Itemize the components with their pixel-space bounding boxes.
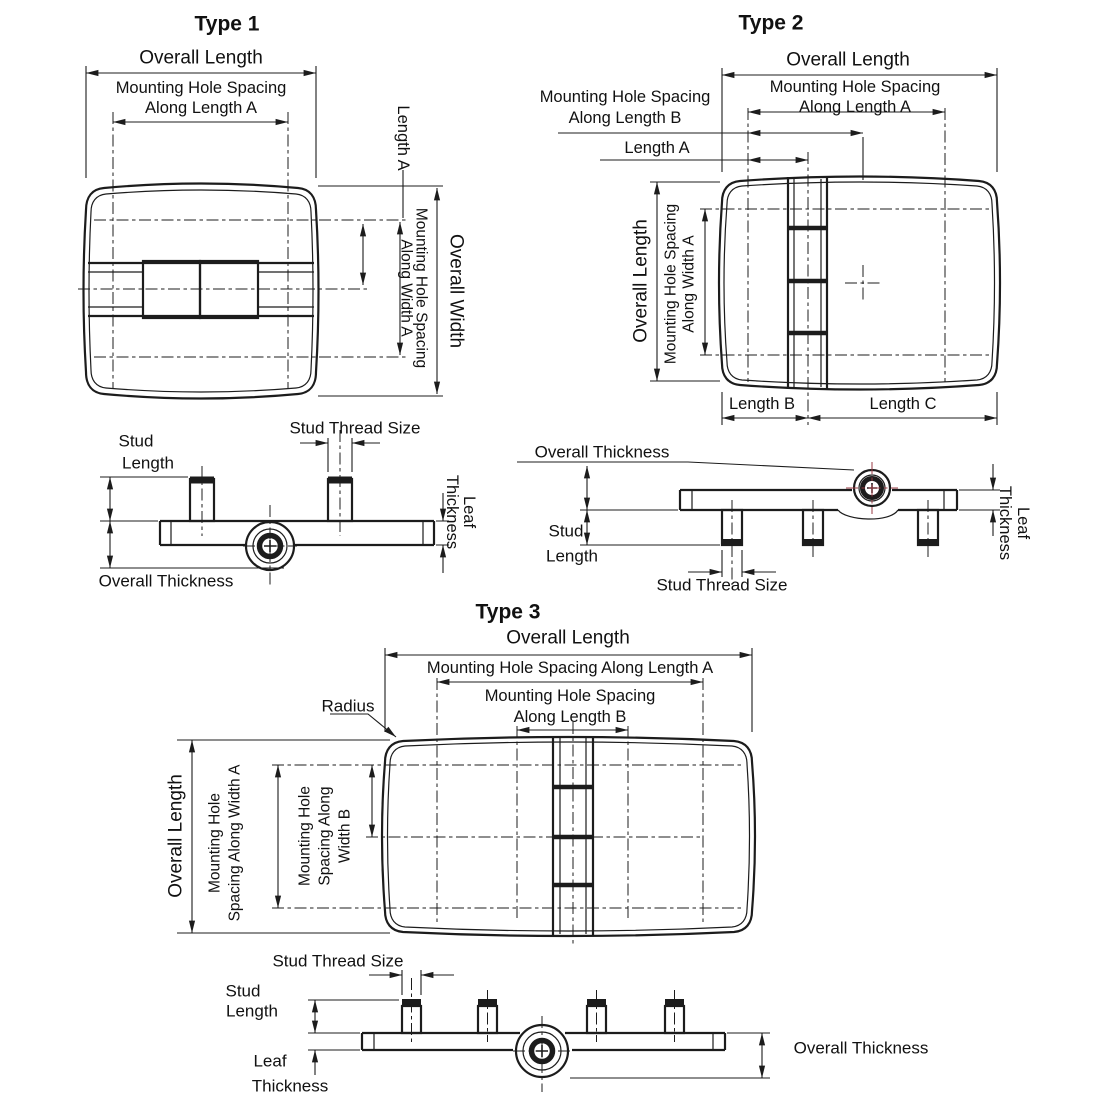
- type3-overall-length-vertical-label: Overall Length: [165, 774, 187, 898]
- type2-leaf-thickness-label-line1: Leaf: [1014, 506, 1032, 540]
- type2-centerlines: [700, 108, 990, 425]
- type2-title: Type 2: [738, 11, 804, 35]
- type2-mhs-length-a-label-line1: Mounting Hole Spacing: [769, 78, 941, 96]
- type2-mhs-width-a-label-line2: Along Width A: [680, 235, 698, 333]
- type2-stud-thread-size-label: Stud Thread Size: [656, 575, 788, 595]
- type2-mhs-length-b-label-line2: Along Length B: [568, 109, 682, 127]
- type1-mhs-length-a-label-line2: Along Length A: [145, 99, 257, 117]
- type3-mhs-width-a-label-line2: Spacing Along Width A: [226, 764, 244, 922]
- type2-leaf-thickness-label-line2: Thickness: [996, 485, 1014, 561]
- type3-stud-length-label-line1: Stud: [225, 981, 261, 1001]
- type2-overall-length-label: Overall Length: [786, 49, 910, 71]
- type1-hinge-side-view: [160, 430, 434, 588]
- type3-leaf-thickness-label-line2: Thickness: [251, 1076, 329, 1096]
- type3-stud-thread-size-label: Stud Thread Size: [272, 951, 404, 971]
- type2-length-c-label: Length C: [869, 395, 937, 413]
- type3-mhs-width-b-label-line1: Mounting Hole: [296, 786, 314, 886]
- type1-overall-width-label: Overall Width: [445, 233, 467, 349]
- type2-mhs-length-a-label-line2: Along Length A: [799, 98, 911, 116]
- type1-mhs-width-a-label-line1: Mounting Hole Spacing: [412, 207, 430, 369]
- type1-top-dimensions: [86, 48, 467, 397]
- type3-mhs-width-a-label-line1: Mounting Hole: [206, 793, 224, 893]
- type1-side-dimensions: [99, 419, 478, 591]
- type1-stud-length-label-line1: Stud: [118, 431, 154, 451]
- type2-stud-length-label-line1: Stud: [548, 521, 584, 541]
- type1-mhs-length-a-label-line1: Mounting Hole Spacing: [115, 79, 287, 97]
- type3-top-dimensions: [166, 628, 753, 934]
- type3-title: Type 3: [475, 600, 541, 624]
- type1-overall-thickness-label: Overall Thickness: [98, 571, 234, 591]
- type2-top-dimensions: [540, 50, 997, 426]
- type3-overall-length-label: Overall Length: [506, 627, 630, 649]
- type1-hinge-body-top-view: [84, 184, 319, 399]
- type2-stud-length-label-line2: Length: [546, 546, 598, 566]
- type1-leaf-thickness-label-line1: Leaf: [460, 495, 478, 529]
- type3-mhs-length-b-label-line2: Along Length B: [513, 708, 627, 726]
- type2-side-dimensions: [517, 443, 1032, 595]
- type3-overall-thickness-label: Overall Thickness: [793, 1038, 929, 1058]
- type3-side-dimensions: [226, 952, 929, 1096]
- type2-mhs-length-b-label-line1: Mounting Hole Spacing: [539, 88, 711, 106]
- type2-length-b-label: Length B: [728, 395, 796, 413]
- type1-leaf-thickness-label-line2: Thickness: [443, 474, 461, 550]
- type1-drawing: [78, 13, 478, 591]
- type1-title: Type 1: [194, 12, 260, 36]
- type1-overall-length-label: Overall Length: [139, 47, 263, 69]
- type3-hinge-side-view: [362, 978, 725, 1092]
- type3-mhs-length-a-label: Mounting Hole Spacing Along Length A: [426, 659, 714, 677]
- type3-mhs-length-b-label-line1: Mounting Hole Spacing: [484, 687, 656, 705]
- type1-stud-length-label-line2: Length: [122, 453, 174, 473]
- type3-stud-length-label-line2: Length: [226, 1001, 278, 1021]
- type3-leaf-thickness-label-line1: Leaf: [253, 1051, 287, 1071]
- type2-length-a-label: Length A: [624, 139, 690, 157]
- type1-stud-thread-size-label: Stud Thread Size: [289, 418, 421, 438]
- type3-radius-label: Radius: [321, 696, 375, 716]
- type3-hinge-body-top-view: [382, 736, 755, 936]
- type2-overall-thickness-label: Overall Thickness: [534, 442, 670, 462]
- type3-mhs-width-b-label-line3: Width B: [336, 808, 354, 864]
- type1-mhs-width-a-label-line2: Along Width A: [397, 239, 415, 337]
- type1-centerlines: [78, 112, 406, 388]
- type3-mhs-width-b-label-line2: Spacing Along: [316, 786, 334, 886]
- type3-drawing: [166, 601, 929, 1096]
- type2-drawing: [517, 12, 1032, 595]
- type2-mhs-width-a-label-line1: Mounting Hole Spacing: [662, 203, 680, 365]
- type2-overall-length-vertical-label: Overall Length: [630, 219, 652, 343]
- type1-length-a-label: Length A: [394, 105, 412, 171]
- type2-hinge-body-top-view: [719, 177, 1000, 390]
